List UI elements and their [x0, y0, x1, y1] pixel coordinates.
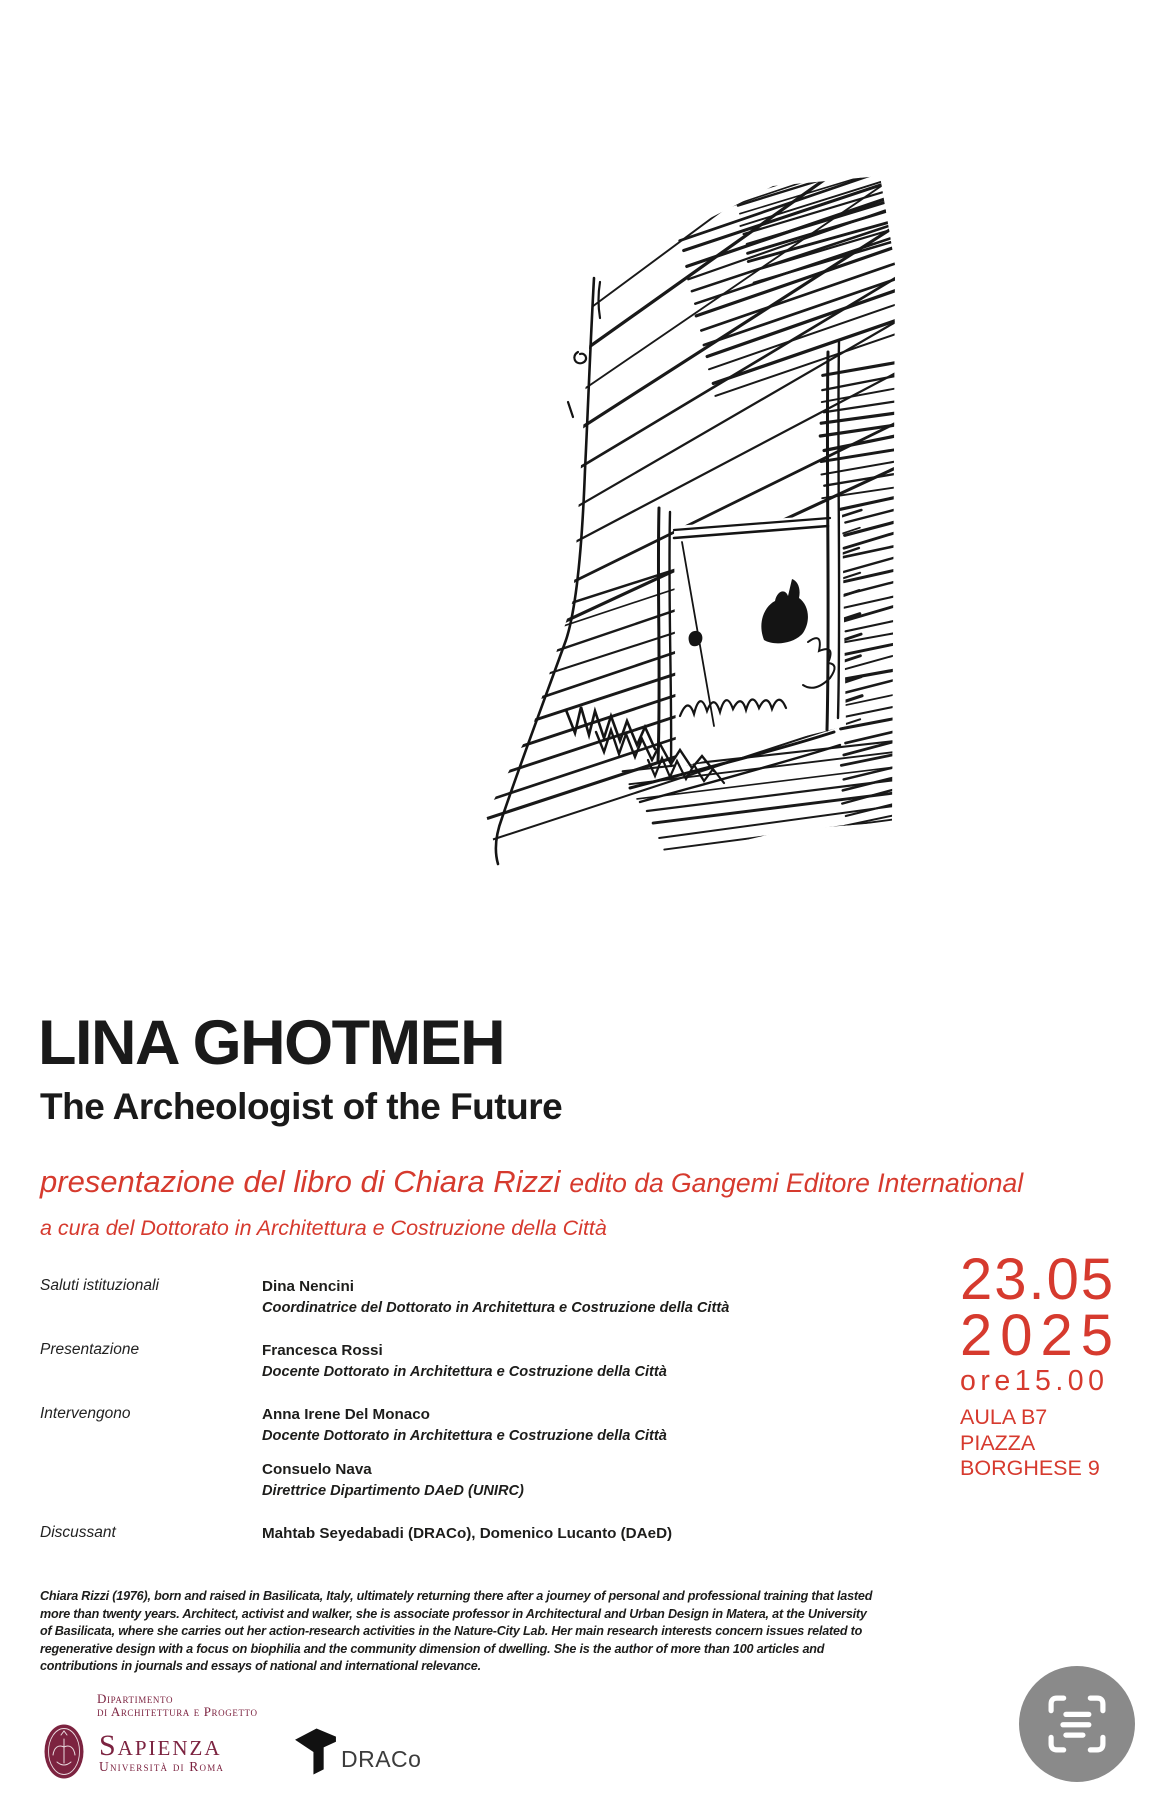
department-name — [97, 1692, 258, 1718]
event-venue — [960, 1405, 1160, 1482]
sketch-hatch-line — [647, 779, 898, 811]
program-speaker-title: Docente Dottorato in Architettura e Costruzione della Città — [262, 1427, 667, 1444]
sketch-hatch-line — [840, 497, 898, 510]
program-role-label: Intervengono — [40, 1405, 131, 1422]
window-sketch-illustration — [478, 170, 898, 876]
presentation-main: presentazione del libro di Chiara Rizzi — [40, 1164, 561, 1199]
program-speaker-title: Docente Dottorato in Architettura e Costruzione della Città — [262, 1363, 667, 1380]
sketch-hatch-line — [822, 375, 898, 390]
sketch-hatch-line — [843, 606, 896, 622]
sketch-hatch-line — [672, 833, 897, 862]
draco-logo — [293, 1726, 421, 1778]
sketch-hatch-line — [842, 643, 898, 655]
program-speaker-title: Direttrice Dipartimento DAeD (UNIRC) — [262, 1482, 524, 1499]
sapienza-subtitle: Università di Roma — [99, 1759, 225, 1774]
sketch-hatch-line — [701, 263, 896, 330]
event-date-block — [960, 1247, 1160, 1482]
curated-line: a cura del Dottorato in Architettura e Costruzione della Città — [40, 1216, 607, 1240]
sketch-hatch-line — [820, 425, 896, 436]
program-speaker-title: Coordinatrice del Dottorato in Architettura e Costruzione della Città — [262, 1299, 730, 1316]
program-entries — [262, 1523, 860, 1545]
sketch-hatch-line — [846, 620, 898, 632]
program-speaker-name: Dina Nencini — [262, 1278, 354, 1295]
program-row — [40, 1523, 860, 1545]
event-time: ore15.00 — [960, 1365, 1109, 1397]
program-role-label: Discussant — [40, 1524, 116, 1541]
program-role-label: Saluti istituzionali — [40, 1277, 159, 1294]
program-list — [40, 1276, 860, 1566]
program-entry — [262, 1340, 860, 1383]
sketch-hatch-line — [823, 362, 898, 375]
program-row — [40, 1276, 860, 1319]
sapienza-wordmark — [99, 1729, 225, 1774]
program-speaker-name: Consuelo Nava — [262, 1461, 372, 1478]
program-speaker-name: Anna Irene Del Monaco — [262, 1406, 430, 1423]
sketch-hatch-line — [843, 706, 896, 717]
venue-line: BORGHESE 9 — [960, 1456, 1100, 1480]
sketch-hatch-line — [821, 413, 898, 424]
program-entry — [262, 1459, 860, 1502]
sketch-hatch-line — [488, 170, 899, 419]
event-date-day-month: 23.05 — [960, 1247, 1116, 1312]
venue-line: AULA B7 — [960, 1405, 1048, 1429]
sketch-hatch-line — [843, 596, 897, 608]
venue-line: PIAZZA — [960, 1430, 1036, 1455]
sketch-hatch-line — [664, 819, 897, 850]
program-entry — [262, 1523, 860, 1545]
poster-subtitle: The Archeologist of the Future — [40, 1086, 563, 1127]
sketch-hatch-line — [845, 670, 897, 679]
program-entry — [262, 1276, 860, 1319]
department-line2: di Architettura e Progetto — [97, 1704, 258, 1719]
program-row — [40, 1340, 860, 1383]
sketch-hatch-line — [822, 487, 898, 498]
sketch-hatch-line — [637, 767, 896, 799]
program-entries — [262, 1404, 860, 1502]
sketch-hatch-line — [843, 655, 897, 670]
department-line1: Dipartimento — [97, 1691, 174, 1706]
sketch-hatch-line — [845, 509, 898, 523]
sketch-hatch-line — [824, 401, 898, 412]
program-entries — [262, 1276, 860, 1319]
program-row — [40, 1404, 860, 1502]
poster-title: LINA GHOTMEH — [38, 1008, 505, 1078]
presentation-secondary: edito da Gangemi Editore International — [569, 1168, 1024, 1198]
scan-document-icon — [1040, 1687, 1114, 1761]
scan-button[interactable] — [1019, 1666, 1135, 1782]
program-entries — [262, 1340, 860, 1383]
presentation-line — [40, 1164, 1023, 1200]
draco-glyph-icon — [293, 1726, 339, 1778]
sapienza-name: Sapienza — [99, 1729, 222, 1762]
sketch-hatch-line — [653, 793, 897, 824]
author-bio: Chiara Rizzi (1976), born and raised in Basilicata, Italy, ultimately returning there after a journey of personal and professional training that lasted more than twenty years. Architect, activist and walker, she is associate professor in Architectural and Urban Design in Matera, at the University of Basilicata, where she carries out her action-research activities in the Nature-City Lab. Her main research interests concern issues related to regenerative design with a focus on biophilia and the community dimension of dwelling. She is the author of more than 100 articles and contributions in journals and essays of national and international relevance. — [40, 1589, 873, 1673]
program-speaker-name: Mahtab Seyedabadi (DRACo), Domenico Lucanto (DAeD) — [262, 1525, 673, 1542]
program-entry — [262, 1404, 860, 1447]
event-date-year: 2025 — [960, 1303, 1122, 1368]
draco-label: DRACo — [341, 1745, 422, 1772]
program-role-label: Presentazione — [40, 1341, 140, 1358]
sketch-hatch-line — [824, 435, 898, 450]
sapienza-seal-logo — [44, 1724, 84, 1779]
sketch-hatch-line — [707, 289, 898, 356]
sketch-hatch-line — [822, 388, 898, 402]
program-speaker-name: Francesca Rossi — [262, 1342, 383, 1359]
